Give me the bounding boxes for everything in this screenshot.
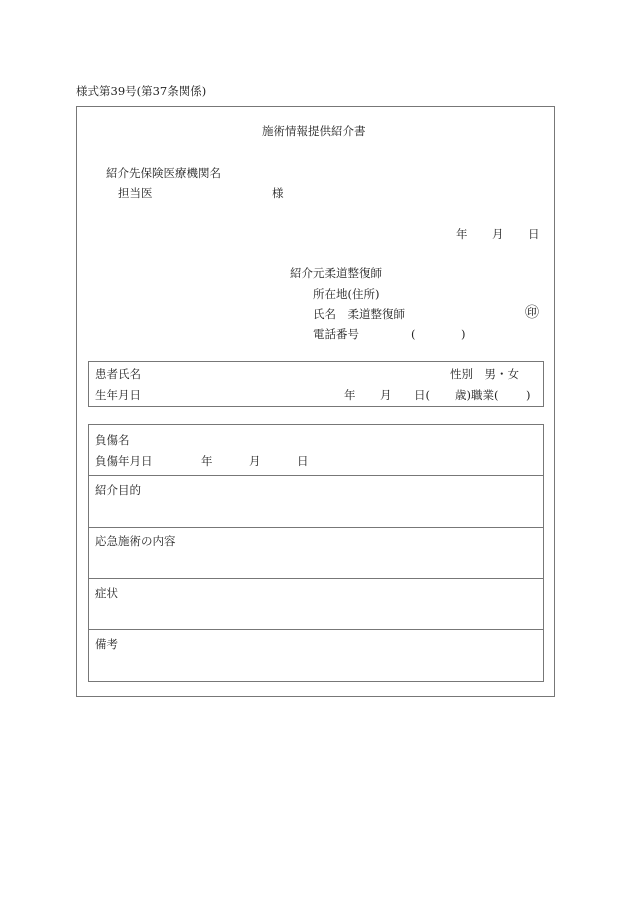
date-year: 年	[456, 227, 468, 241]
injury-month: 月	[249, 454, 261, 468]
divider	[88, 629, 544, 630]
patient-age-occupation: 歳)職業(	[455, 388, 499, 402]
date-month: 月	[492, 227, 504, 241]
emergency-treatment-label: 応急施術の内容	[95, 534, 176, 548]
patient-name-label: 患者氏名	[95, 367, 141, 381]
phone-close-paren: )	[461, 327, 466, 341]
document-title: 施術情報提供紹介書	[262, 124, 366, 138]
injury-year: 年	[201, 454, 213, 468]
patient-dob-day: 日(	[414, 388, 430, 402]
injury-date-label: 負傷年月日	[95, 454, 153, 468]
date-day: 日	[528, 227, 540, 241]
phone-open-paren: (	[411, 327, 416, 341]
patient-dob-label: 生年月日	[95, 388, 141, 402]
divider	[88, 475, 544, 476]
sender-heading: 紹介元柔道整復師	[290, 266, 382, 280]
injury-day: 日	[297, 454, 309, 468]
patient-occupation-close: )	[526, 388, 531, 402]
recipient-honorific: 様	[272, 186, 284, 200]
patient-dob-month: 月	[380, 388, 392, 402]
seal-icon: ㊞	[525, 305, 539, 321]
sender-address-label: 所在地(住所)	[313, 287, 380, 301]
remarks-label: 備考	[95, 637, 118, 651]
patient-dob-year: 年	[344, 388, 356, 402]
sender-name-label: 氏名 柔道整復師	[313, 307, 405, 321]
form-number: 様式第39号(第37条関係)	[76, 84, 207, 98]
patient-sex-label: 性別 男・女	[450, 367, 519, 381]
injury-name-label: 負傷名	[95, 433, 130, 447]
divider	[88, 578, 544, 579]
recipient-doctor-label: 担当医	[118, 186, 153, 200]
symptoms-label: 症状	[95, 586, 118, 600]
divider	[88, 527, 544, 528]
sender-phone-label: 電話番号	[313, 327, 359, 341]
recipient-institution-label: 紹介先保険医療機関名	[106, 166, 221, 180]
injury-details-box	[88, 424, 544, 682]
purpose-label: 紹介目的	[95, 483, 141, 497]
